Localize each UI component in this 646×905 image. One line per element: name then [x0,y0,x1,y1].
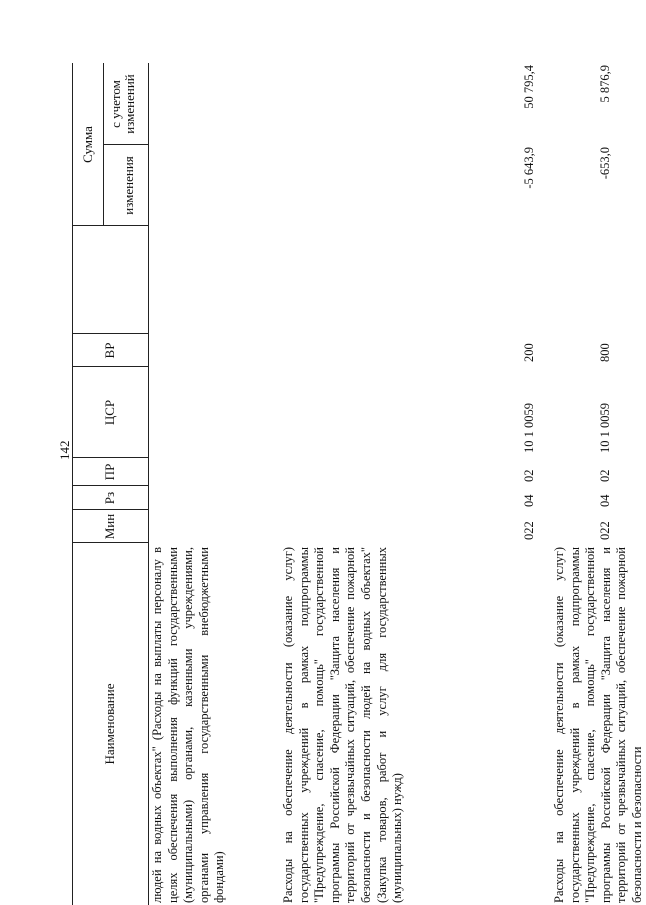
header-vr: ВР [102,342,117,359]
row-3-csr: 10 1 0059 [598,403,612,453]
row-2-pr: 02 [522,469,536,482]
header-name: Наименование [102,683,117,765]
row-2-min: 022 [522,521,536,540]
row-3-change: -653,0 [598,147,612,180]
header-sum: Сумма [80,126,95,163]
row-2-vr: 200 [522,343,536,362]
row-continuation-text: людей на водных объектах" (Расходы на выплаты персоналу в целях обеспечения выполнения функций государственными (муниципальными) органами, казенными учреждениями, органами управления государственными внебюджетными фондами) [150,547,227,903]
header-with-change-line2: изменений [122,74,137,134]
header-pr: ПР [102,463,117,481]
row-2-csr: 10 1 0059 [522,403,536,453]
header-with-change [109,63,137,145]
table-top-border [72,63,73,905]
row-3-name: Расходы на обеспечение деятельности (оказание услуг) государственных учреждений в рамках подпрограммы "Предупреждение, спасение, помощь" государственной программы Российской Федерации "Защита населения и территорий от чрезвычайных ситуаций, обеспечение пожарной безопасности и безопасности [552,547,644,903]
header-bottom-border [148,63,149,905]
header-rz: Рз [102,491,117,505]
page-number: 142 [57,440,72,460]
row-3-min: 022 [598,521,612,540]
header-change: изменения [121,156,136,215]
header-csr: ЦСР [102,399,117,426]
row-2-rz: 04 [522,494,536,507]
row-3-pr: 02 [598,469,612,482]
row-2-with-change: 50 795,4 [522,65,536,109]
row-3-vr: 800 [598,343,612,362]
row-3-with-change: 5 876,9 [598,65,612,103]
header-min: Мин [102,513,117,540]
row-2-name: Расходы на обеспечение деятельности (оказание услуг) государственных учреждений в рамках подпрограммы "Предупреждение, спасение, помощь" государственной программы Российской Федерации "Защита населения и территорий от чрезвычайных ситуаций, обеспечение пожарной безопасности и безопасности людей на водных объектах" (Закупка товаров, работ и услуг для государственных (муниципальных) нужд) [281,547,405,903]
row-3-rz: 04 [598,494,612,507]
row-2-change: -5 643,9 [522,147,536,189]
header-with-change-line1: с учетом [108,80,123,128]
